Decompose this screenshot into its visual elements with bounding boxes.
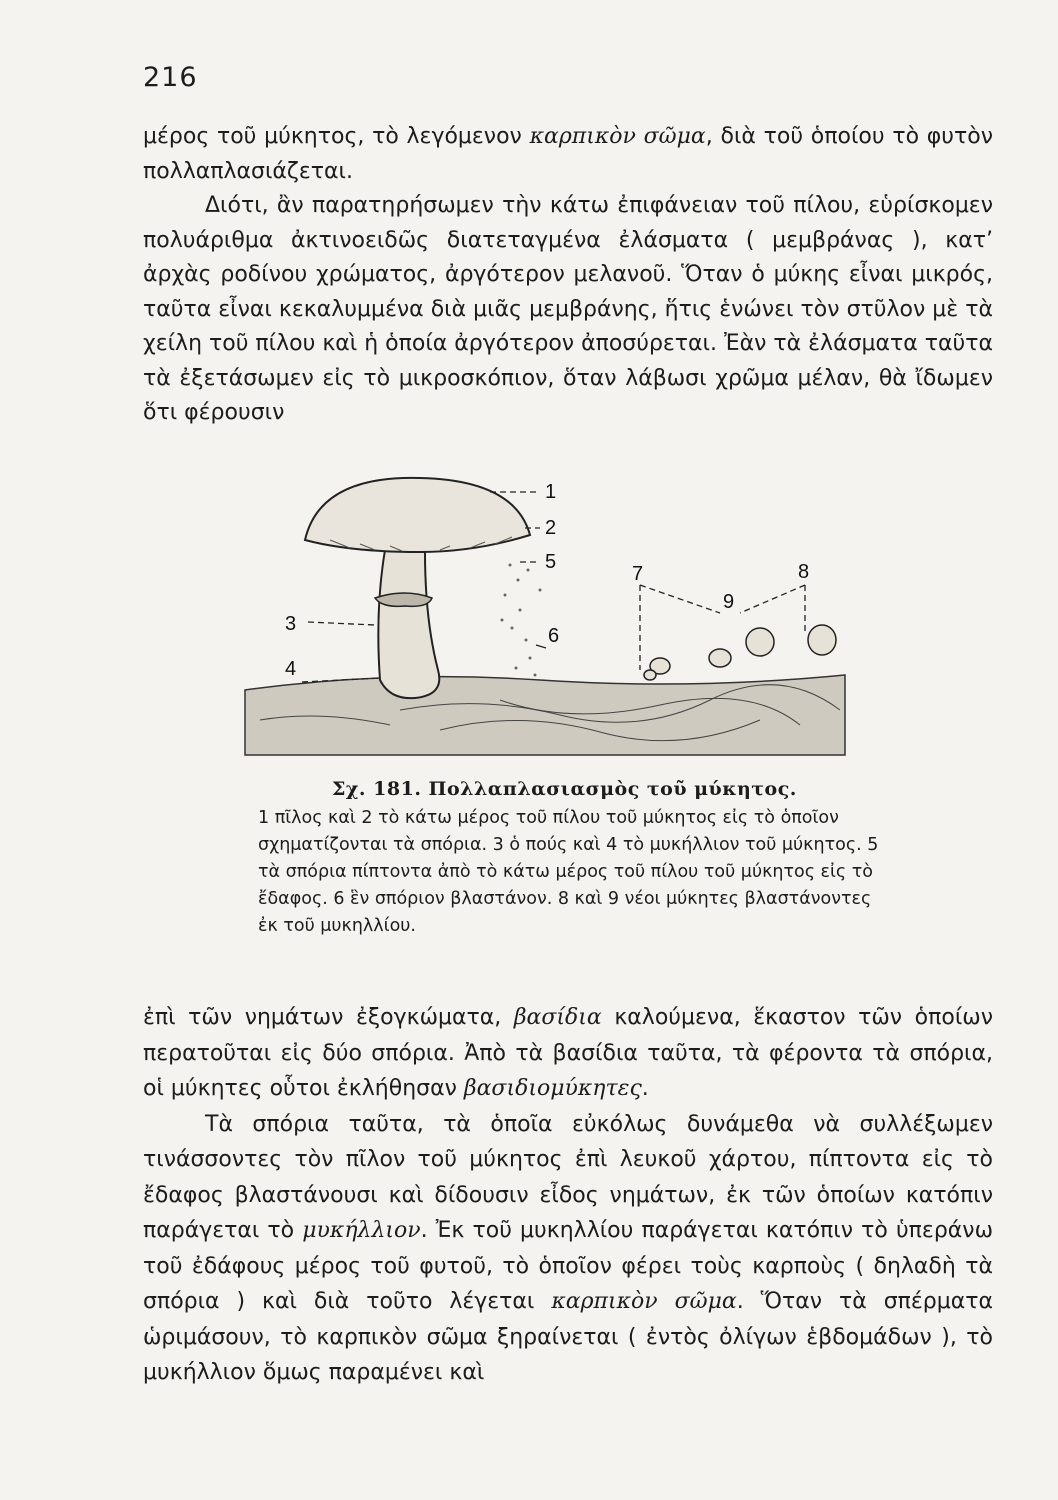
figure-label: 4 [285,658,297,680]
figure-caption-title: Σχ. 181. Πολλαπλασιασμὸς τοῦ μύκητος. [332,778,797,800]
text-run: , διὰ τοῦ ὁποίου τὸ φυτὸν πολλαπλασιάζεται. [143,124,994,184]
figure-label: 7 [632,563,644,585]
text-run: καλούμενα, ἕκαστον τῶν ὁποίων περατοῦται εἰς δύο σπόρια. Ἀπὸ τὰ βασίδια ταῦτα, τὰ φέροντα τὰ σπόρια, οἱ μύκητες οὗτοι ἐκλήθησαν [143,1005,993,1101]
figure-label: 3 [285,613,297,635]
text-block-top [143,120,993,431]
figure-label: 8 [798,561,810,583]
text-run: . Ἐκ τοῦ μυκηλλίου παράγεται κατόπιν τὸ ὑπεράνω τοῦ ἐδάφους μέρος τοῦ φυτοῦ, τὸ ὁποῖον φέρει τοὺς καρποὺς ( δηλαδὴ τὰ σπόρια ) καὶ διὰ τοῦτο λέγεται [143,1218,993,1314]
mushroom-cap [305,478,530,552]
italic-term: καρπικὸν σῶμα [551,1289,737,1314]
figure-caption [258,805,888,940]
figure-label: 1 [545,481,557,503]
mushroom-ring [375,593,432,606]
italic-term: καρπικὸν σῶμα [529,124,706,149]
italic-term: βασίδια [513,1005,602,1030]
text-run: Τὰ σπόρια ταῦτα, τὰ ὁποῖα εὐκόλως δυνάμεθα νὰ συλλέξωμεν τινάσσοντες τὸν πῖλον τοῦ μύκητος ἐπὶ λευκοῦ χάρτου, πίπτοντα εἰς τὸ ἔδαφος βλαστάνουσι καὶ δίδουσιν εἶδος νημάτων, ἐκ τῶν ὁποίων κατόπιν παράγεται τὸ [143,1111,993,1243]
mushroom-illustration [240,470,850,770]
paragraph [143,120,993,189]
page-number: 216 [143,62,198,93]
paragraph: Διότι, ἂν παρατηρήσωμεν τὴν κάτω ἐπιφάνειαν τοῦ πίλου, εὑρίσκομεν πολυάριθμα ἀκτινοειδῶς διατεταγμένα ἐλάσματα ( μεμβράνας ), κατ’ ἀρχὰς ροδίνου χρώματος, ἀργότερον μελανοῦ. Ὅταν ὁ μύκης εἶναι μικρός, ταῦτα εἶναι κεκαλυμμένα διὰ μιᾶς μεμβράνης, ἥτις ἑνώνει τὸν στῦλον μὲ τὰ χείλη τοῦ πίλου καὶ ἡ ὁποία ἀργότερον ἀποσύρεται. Ἐὰν τὰ ἐλάσματα ταῦτα τὰ ἐξετάσωμεν εἰς τὸ μικροσκόπιον, ὅταν λάβωσι χρῶμα μέλαν, θὰ ἴδωμεν ὅτι φέρουσιν [143,193,993,425]
text-run: μέρος τοῦ μύκητος, τὸ λεγόμενον [143,124,530,149]
caption-text: 1 πῖλος καὶ 2 τὸ κάτω μέρος τοῦ πίλου τοῦ μύκητος εἰς τὸ ὁποῖον σχηματίζονται τὰ σπόρια. 3 ὁ πούς καὶ 4 τὸ μυκήλλιον τοῦ μύκητος. 5 τὰ σπόρια πίπτοντα ἀπὸ τὸ κάτω μέρος τοῦ πίλου τοῦ μύκητος εἰς τὸ ἔδαφος. 6 ἓν σπόριον βλαστάνον. 8 καὶ 9 νέοι μύκητες βλαστάνοντες ἐκ τοῦ μυκηλλίου. [258,808,879,936]
paragraph [143,1000,993,1107]
figure-label: 6 [548,625,560,647]
paragraph [143,1107,993,1391]
text-run: . Ὅταν τὰ σπέρματα ὡριμάσουν, τὸ καρπικὸν σῶμα ξηραίνεται ( ἐντὸς ὀλίγων ἑβδομάδων ), τὸ μυκήλλιον ὅμως παραμένει καὶ [143,1289,993,1385]
italic-term: βασιδιομύκητες [463,1076,642,1101]
falling-spores [501,564,542,677]
mushroom-stem [378,550,439,698]
young-mushrooms [644,625,836,680]
text-block-bottom [143,1000,993,1391]
figure-label: 9 [723,591,735,613]
text-run: . [641,1076,649,1101]
figure-label: 2 [545,517,557,539]
text-run: ἐπὶ τῶν νημάτων ἐξογκώματα, [143,1005,514,1030]
italic-term: μυκήλλιον [302,1218,421,1243]
figure-label: 5 [545,551,557,573]
ground-soil [245,675,845,755]
leader-line-6 [536,645,546,648]
